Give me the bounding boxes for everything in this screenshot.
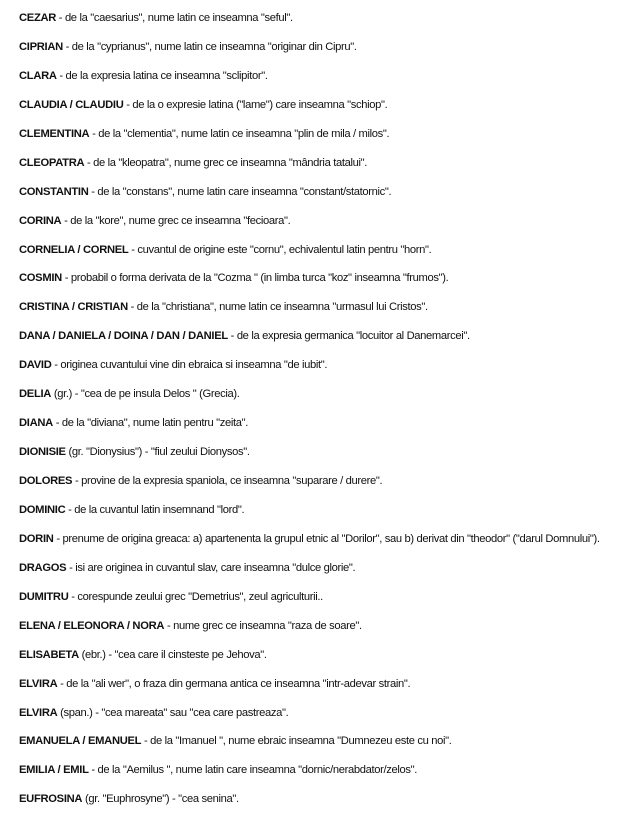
list-item: [19, 124, 631, 153]
entry-name: EMILIA / EMIL: [19, 764, 89, 777]
entry-text: - prenume de origina greaca: a) apartenenta la grupul etnic al "Dorilor", sau b) derivat din "theodor" ("darul Domnului").: [53, 532, 600, 545]
entry-text: - nume grec ce inseamna "raza de soare".: [164, 619, 362, 632]
entry-name: DOLORES: [19, 475, 73, 487]
entry-text: - de la "caesarius", nume latin ce inseamna "seful".: [56, 12, 293, 24]
list-item: [19, 789, 631, 818]
list-item: [19, 703, 631, 732]
entry-name: CORNELIA / CORNEL: [19, 243, 129, 256]
entry-text: (gr.) - "cea de pe insula Delos " (Grecia).: [51, 388, 240, 401]
entry-name: ELVIRA: [19, 706, 58, 719]
entry-text: - de la "ali wer", o fraza din germana antica ce inseamna "intr-adevar strain".: [57, 677, 411, 690]
entry-text: - de la o expresie latina ("lame") care inseamna "schiop".: [123, 98, 388, 111]
list-item: [19, 471, 631, 500]
list-item: [19, 211, 631, 240]
entry-text: (gr. "Euphrosyne") - "cea senina".: [82, 793, 239, 806]
list-item: [19, 95, 631, 124]
list-item: [19, 37, 631, 66]
entry-text: - de la "kore", nume grec ce inseamna "fecioara".: [61, 214, 291, 227]
entry-text: - de la "constans", nume latin care inseamna "constant/statornic".: [88, 185, 392, 198]
entry-text: - de la cuvantul latin insemnand "lord".: [65, 503, 245, 516]
entry-text: - de la "christiana", nume latin ce inseamna "urmasul lui Cristos".: [127, 301, 428, 314]
entry-name: DAVID: [19, 359, 52, 372]
entry-text: - de la expresia latina ce inseamna "sclipitor".: [56, 69, 268, 82]
entry-text: - provine de la expresia spaniola, ce inseamna "suparare / durere".: [72, 475, 383, 487]
entry-text: - de la "kleopatra", nume grec ce inseamna "mândria tatalui".: [84, 156, 367, 169]
list-item: [19, 240, 631, 269]
list-item: [19, 616, 631, 645]
list-item: [19, 66, 631, 95]
list-item: [19, 760, 631, 789]
entry-name: DORIN: [19, 532, 54, 545]
entry-name: CLEOPATRA: [19, 156, 85, 169]
entry-name: DIONISIE: [19, 446, 66, 459]
entry-name: EMANUELA / EMANUEL: [19, 735, 142, 748]
entry-name: DELIA: [19, 388, 52, 401]
list-item: [19, 442, 631, 471]
list-item: [19, 413, 631, 442]
entry-name: EUFROSINA: [19, 793, 83, 806]
list-item: [19, 182, 631, 211]
entry-text: (gr. "Dionysius") - "fiul zeului Dionysos".: [65, 446, 250, 459]
entry-name: DANA / DANIELA / DOINA / DAN / DANIEL: [19, 330, 228, 343]
entry-text: - originea cuvantului vine din ebraica si inseamna "de iubit".: [51, 359, 328, 372]
list-item: [19, 645, 631, 674]
entry-text: (ebr.) - "cea care il cinsteste pe Jehova".: [78, 648, 267, 661]
entry-name: CEZAR: [19, 12, 57, 24]
entry-name: CLEMENTINA: [19, 127, 90, 140]
entry-name: CRISTINA / CRISTIAN: [19, 301, 128, 314]
entry-name: COSMIN: [19, 272, 62, 285]
list-item: [19, 587, 631, 616]
entry-name: DIANA: [19, 417, 53, 430]
entry-name: ELVIRA: [19, 677, 58, 690]
entry-text: - probabil o forma derivata de la "Cozma " (in limba turca "koz" inseamna "frumos").: [61, 272, 449, 285]
entry-name: DUMITRU: [19, 590, 69, 603]
entry-text: - corespunde zeului grec "Demetrius", zeul agriculturii..: [68, 590, 323, 603]
entry-text: (span.) - "cea mareata" sau "cea care pastreaza".: [57, 706, 289, 719]
list-item: [19, 731, 631, 760]
entry-name: ELENA / ELEONORA / NORA: [19, 619, 165, 632]
list-item: [19, 558, 631, 587]
name-meanings-list: [19, 8, 631, 818]
list-item: [19, 8, 631, 37]
list-item: [19, 674, 631, 703]
list-item: [19, 297, 631, 326]
list-item: [19, 355, 631, 384]
entry-text: - de la "Imanuel ", nume ebraic inseamna "Dumnezeu este cu noi".: [141, 735, 452, 748]
entry-name: CIPRIAN: [19, 40, 63, 53]
entry-text: - de la "Aemilus ", nume latin care inseamna "dornic/nerabdator/zelos".: [88, 764, 418, 777]
entry-name: CLARA: [19, 69, 57, 82]
list-item: [19, 500, 631, 529]
list-item: [19, 326, 631, 355]
entry-name: CONSTANTIN: [19, 185, 89, 198]
entry-name: CLAUDIA / CLAUDIU: [19, 98, 124, 111]
list-item: [19, 384, 631, 413]
list-item: [19, 268, 631, 297]
list-item: [19, 529, 631, 558]
entry-name: DOMINIC: [19, 503, 66, 516]
entry-name: DRAGOS: [19, 561, 67, 574]
entry-text: - cuvantul de origine este "cornu", echivalentul latin pentru "horn".: [128, 243, 432, 256]
entry-text: - de la "cyprianus", nume latin ce inseamna "originar din Cipru".: [62, 40, 357, 53]
list-item: [19, 153, 631, 182]
entry-name: CORINA: [19, 214, 62, 227]
entry-text: - de la expresia germanica "locuitor al Danemarcei".: [227, 330, 470, 343]
entry-text: - de la "clementia", nume latin ce inseamna "plin de mila / milos".: [89, 127, 390, 140]
entry-text: - de la "diviana", nume latin pentru "zeita".: [52, 417, 248, 430]
entry-text: - isi are originea in cuvantul slav, care inseamna "dulce glorie".: [66, 561, 356, 574]
entry-name: ELISABETA: [19, 648, 79, 661]
